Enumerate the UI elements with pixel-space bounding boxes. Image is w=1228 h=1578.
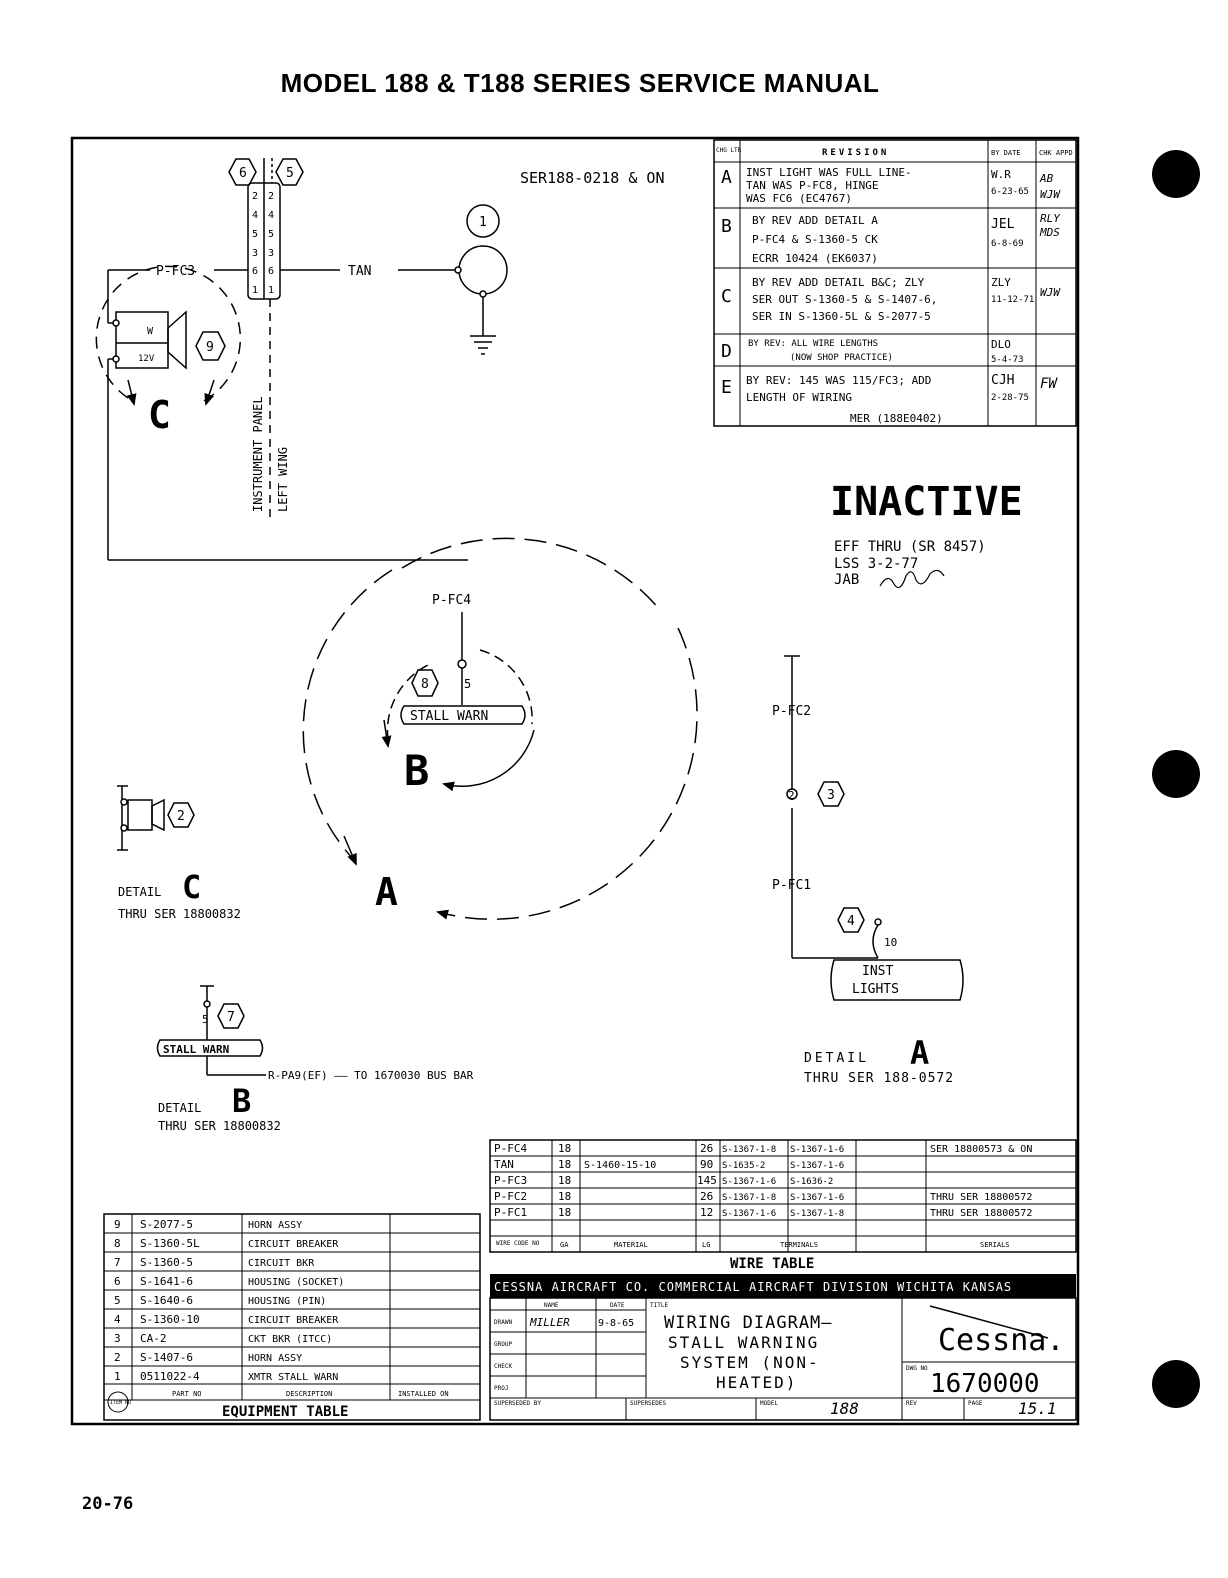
wire-table-title: WIRE TABLE	[730, 1256, 815, 1272]
rev-text: P-FC4 & S-1360-5 CK	[752, 233, 878, 246]
rev-by: JEL	[991, 217, 1015, 232]
detail-letter-a: A	[375, 870, 398, 914]
pin-label: 10	[884, 936, 898, 949]
equip-part: S-1641-6	[140, 1275, 193, 1288]
wire-header: SERIALS	[980, 1241, 1010, 1249]
horn-assy-icon	[128, 800, 152, 830]
equip-desc: CKT BKR (ITCC)	[248, 1334, 333, 1345]
drawing-title: STALL WARNING	[668, 1333, 820, 1352]
wire-label-pfc4: P-FC4	[432, 593, 472, 608]
connector-pin: 6	[268, 266, 275, 277]
binder-hole	[1152, 750, 1200, 798]
wire-header: TERMINALS	[780, 1241, 818, 1249]
wire-label-pfc1: P-FC1	[772, 878, 812, 893]
rev-by: ZLY	[991, 276, 1011, 289]
wire-label-pfc3: P-FC3	[156, 264, 196, 279]
title-title-hdr: TITLE	[650, 1302, 669, 1309]
wire-table	[490, 1140, 1076, 1272]
wire-t2: S-1367-1-6	[790, 1193, 845, 1203]
wire-serials: THRU SER 18800572	[930, 1208, 1033, 1219]
equip-part: S-1360-5L	[140, 1237, 200, 1250]
wire-lg: 26	[700, 1142, 714, 1155]
equip-item: 4	[114, 1313, 121, 1326]
rev-text: MER (188E0402)	[850, 412, 943, 425]
item-number: 9	[206, 340, 214, 355]
pin-label: 2	[788, 789, 795, 802]
page-footer: 20-76	[82, 1494, 134, 1514]
wire-label-tan: TAN	[348, 264, 372, 279]
item-number: 6	[239, 166, 247, 181]
title-block	[490, 1274, 1076, 1420]
equip-header-inst: INSTALLED ON	[398, 1390, 449, 1398]
equip-item: 1	[114, 1370, 121, 1383]
detail-captions	[118, 868, 954, 1133]
rev-text: ECRR 10424 (EK6037)	[752, 252, 878, 265]
rev-chk: WJW	[1040, 286, 1060, 299]
wire-t1: S-1635-2	[722, 1161, 766, 1171]
detail-c-title: DETAIL	[118, 885, 162, 899]
connector-pin: 2	[252, 191, 259, 202]
equip-desc: XMTR STALL WARN	[248, 1372, 339, 1383]
rev-header-revision: REVISION	[822, 148, 890, 158]
item-number: 7	[227, 1010, 235, 1025]
diagram-labels	[138, 191, 899, 1082]
equip-part: S-1407-6	[140, 1351, 193, 1364]
connector-pin: 2	[268, 191, 275, 202]
dwg-no: 1670000	[930, 1369, 1040, 1399]
rev-chk: MDS	[1040, 226, 1060, 239]
wire-ga: 18	[558, 1206, 572, 1219]
cessna-logo: Cessna.	[938, 1323, 1065, 1358]
drawing-title: SYSTEM (NON-	[680, 1353, 820, 1372]
dwg-no-label: DWG NO	[906, 1365, 928, 1372]
rev-by: 11-12-71	[991, 295, 1035, 305]
rev-text: BY REV: ALL WIRE LENGTHS	[748, 339, 879, 349]
binder-hole	[1152, 150, 1200, 198]
detail-b-letter: B	[232, 1082, 252, 1120]
equip-header-item: ITEM NO	[110, 1400, 132, 1406]
connector-pin: 4	[252, 210, 259, 221]
item-number: 1	[479, 215, 487, 230]
drawn-name: MILLER	[530, 1316, 570, 1329]
drawn-label: DRAWN	[494, 1319, 513, 1326]
page-header: MODEL 188 & T188 SERIES SERVICE MANUAL	[280, 68, 880, 98]
page-label: PAGE	[968, 1400, 983, 1407]
title-date-hdr: DATE	[610, 1302, 625, 1309]
equip-part: S-1640-6	[140, 1294, 193, 1307]
equip-desc: HOUSING (PIN)	[248, 1296, 327, 1307]
inactive-line: EFF THRU (SR 8457)	[834, 539, 986, 555]
equipment-table	[104, 1214, 480, 1420]
check-label: CHECK	[494, 1363, 513, 1370]
horn-terminal-w: W	[147, 326, 154, 337]
stall-warn-label: STALL WARN	[410, 709, 489, 724]
equip-part: S-1360-5	[140, 1256, 193, 1269]
wire-code: P-FC3	[494, 1174, 528, 1187]
detail-letter-c: C	[148, 393, 171, 437]
inactive-title: INACTIVE	[830, 479, 1023, 525]
wire-serials: SER 18800573 & ON	[930, 1144, 1033, 1155]
equip-desc: CIRCUIT BREAKER	[248, 1315, 339, 1326]
equip-part: CA-2	[140, 1332, 167, 1345]
rev-text: SER OUT S-1360-5 & S-1407-6,	[752, 293, 938, 306]
drawing-title: WIRING DIAGRAM—	[664, 1313, 833, 1333]
inactive-line: JAB	[834, 572, 860, 588]
drawing-title: HEATED)	[716, 1373, 798, 1392]
sheet-border	[72, 138, 1078, 1424]
rev-ltr: B	[721, 216, 732, 237]
wire-t2: S-1367-1-8	[790, 1209, 845, 1219]
rev-text: (NOW SHOP PRACTICE)	[790, 353, 893, 363]
item-number: 4	[847, 914, 855, 929]
inactive-line: LSS 3-2-77	[834, 556, 919, 572]
supersedes-label: SUPERSEDES	[630, 1400, 667, 1407]
rev-text: BY REV: 145 WAS 115/FC3; ADD	[746, 374, 932, 387]
item-number: 3	[827, 788, 835, 803]
wire-header: GA	[560, 1241, 569, 1249]
connector-pin: 3	[268, 248, 275, 259]
connector-pin: 5	[252, 229, 259, 240]
equip-item: 8	[114, 1237, 121, 1250]
wire-code: TAN	[494, 1158, 514, 1171]
pin-label: 5	[202, 1013, 209, 1026]
detail-c-letter: C	[182, 868, 202, 906]
wire-code: P-FC4	[494, 1142, 528, 1155]
wire-ga: 18	[558, 1142, 572, 1155]
equipment-table-title: EQUIPMENT TABLE	[222, 1404, 349, 1420]
stall-warn-transmitter-icon	[459, 246, 507, 294]
model-value: 188	[830, 1399, 859, 1418]
wire-lg: 12	[700, 1206, 714, 1219]
equip-desc: CIRCUIT BREAKER	[248, 1239, 339, 1250]
rev-by: 5-4-73	[991, 355, 1024, 365]
drawn-date: 9-8-65	[598, 1318, 635, 1329]
detail-a-letter: A	[910, 1034, 930, 1072]
detail-a-sub: THRU SER 188-0572	[804, 1071, 955, 1086]
item-number: 2	[177, 809, 185, 824]
detail-c-sub: THRU SER 18800832	[118, 907, 241, 921]
wire-header: MATERIAL	[614, 1241, 648, 1249]
equip-item: 7	[114, 1256, 121, 1269]
rev-by: 6-23-65	[991, 187, 1029, 197]
equip-part: 0511022-4	[140, 1370, 200, 1383]
panel-label: INSTRUMENT PANEL	[251, 396, 265, 512]
wire-t1: S-1367-1-6	[722, 1209, 777, 1219]
wire-ga: 18	[558, 1190, 572, 1203]
detail-a-b-callout	[303, 570, 392, 860]
rev-text: WAS FC6 (EC4767)	[746, 192, 852, 205]
wire-ga: 18	[558, 1158, 572, 1171]
equip-part: S-1360-10	[140, 1313, 200, 1326]
wing-label: LEFT WING	[276, 446, 290, 512]
wire-t1: S-1367-1-8	[722, 1145, 777, 1155]
pin-label: 5	[464, 677, 472, 691]
wire-material: S-1460-15-10	[584, 1160, 657, 1171]
rev-by: W.R	[991, 168, 1011, 181]
stall-warn-label: STALL WARN	[163, 1043, 230, 1056]
proj-label: PROJ	[494, 1385, 509, 1392]
rev-ltr: D	[721, 341, 732, 362]
rev-text: LENGTH OF WIRING	[746, 391, 852, 404]
equip-desc: CIRCUIT BKR	[248, 1258, 315, 1269]
inactive-stamp	[830, 479, 1023, 588]
rev-chk: AB	[1040, 172, 1054, 185]
lights-label: LIGHTS	[852, 982, 899, 997]
wire-header: LG	[702, 1241, 711, 1249]
rev-ltr: C	[721, 286, 732, 307]
wire-t2: S-1636-2	[790, 1177, 834, 1187]
connector-pin: 1	[268, 285, 275, 296]
rev-header-chk: CHK APPD	[1039, 149, 1073, 157]
serial-note: SER188-0218 & ON	[520, 169, 665, 187]
wire-lg: 145	[697, 1174, 717, 1187]
company-name: CESSNA AIRCRAFT CO. COMMERCIAL AIRCRAFT DIVISION WICHITA KANSAS	[494, 1280, 1013, 1294]
wire-t1: S-1367-1-8	[722, 1193, 777, 1203]
superseded-label: SUPERSEDED BY	[494, 1400, 541, 1407]
wire-header: WIRE CODE NO	[496, 1240, 540, 1247]
wire-t2: S-1367-1-6	[790, 1161, 845, 1171]
wire-t1: S-1367-1-6	[722, 1177, 777, 1187]
equip-desc: HOUSING (SOCKET)	[248, 1277, 345, 1288]
inactive-signature	[880, 570, 944, 587]
wire-code: P-FC1	[494, 1206, 528, 1219]
rev-text: TAN WAS P-FC8, HINGE	[746, 179, 879, 192]
rev-label: REV	[906, 1400, 917, 1407]
connector-pin: 3	[252, 248, 259, 259]
rev-chk: RLY	[1040, 212, 1060, 225]
equip-header-desc: DESCRIPTION	[286, 1390, 333, 1398]
group-label: GROUP	[494, 1341, 513, 1348]
rev-text: BY REV ADD DETAIL A	[752, 214, 878, 227]
horn-terminal-12v: 12V	[138, 354, 155, 364]
rev-by: 6-8-69	[991, 239, 1024, 249]
wire-ga: 18	[558, 1174, 572, 1187]
model-label: MODEL	[760, 1400, 779, 1407]
wire-lg: 90	[700, 1158, 714, 1171]
item-number: 5	[286, 166, 294, 181]
equip-desc: HORN ASSY	[248, 1220, 303, 1231]
revision-block	[714, 140, 1076, 426]
rev-by: DLO	[991, 338, 1011, 351]
detail-letter-b: B	[404, 746, 430, 795]
rev-by: CJH	[991, 373, 1015, 388]
item-number: 8	[421, 677, 429, 692]
rev-header-by: BY DATE	[991, 149, 1021, 157]
wire-t2: S-1367-1-6	[790, 1145, 845, 1155]
connector-pin: 4	[268, 210, 275, 221]
equip-item: 6	[114, 1275, 121, 1288]
wire-serials: THRU SER 18800572	[930, 1192, 1033, 1203]
binder-hole	[1152, 1360, 1200, 1408]
equip-part: S-2077-5	[140, 1218, 193, 1231]
bus-bar-label: R-PA9(EF) —— TO 1670030 BUS BAR	[268, 1069, 474, 1082]
equip-item: 2	[114, 1351, 121, 1364]
rev-header-ltr: CHG LTR	[716, 147, 742, 154]
wire-label-pfc2: P-FC2	[772, 704, 812, 719]
rev-ltr: A	[721, 167, 732, 188]
detail-b-title: DETAIL	[158, 1101, 202, 1115]
connector-pin: 1	[252, 285, 259, 296]
detail-b-callout	[387, 664, 430, 740]
rev-text: SER IN S-1360-5L & S-2077-5	[752, 310, 931, 323]
inst-label: INST	[862, 964, 894, 979]
equip-header-part: PART NO	[172, 1390, 202, 1398]
equip-item: 5	[114, 1294, 121, 1307]
rev-text: BY REV ADD DETAIL B&C; ZLY	[752, 276, 925, 289]
connector-pin: 5	[268, 229, 275, 240]
rev-chk: FW	[1040, 376, 1057, 392]
equip-desc: HORN ASSY	[248, 1353, 303, 1364]
equip-item: 9	[114, 1218, 121, 1231]
rev-ltr: E	[721, 377, 732, 398]
page-value: 15.1	[1018, 1399, 1057, 1418]
rev-chk: WJW	[1040, 188, 1060, 201]
detail-a-title: DETAIL	[804, 1051, 869, 1066]
rev-by: 2-28-75	[991, 393, 1029, 403]
wire-code: P-FC2	[494, 1190, 528, 1203]
equip-item: 3	[114, 1332, 121, 1345]
connector-pin: 6	[252, 266, 259, 277]
detail-b-sub: THRU SER 18800832	[158, 1119, 281, 1133]
rev-text: INST LIGHT WAS FULL LINE-	[746, 166, 912, 179]
wire-lg: 26	[700, 1190, 714, 1203]
title-name-hdr: NAME	[544, 1302, 559, 1309]
